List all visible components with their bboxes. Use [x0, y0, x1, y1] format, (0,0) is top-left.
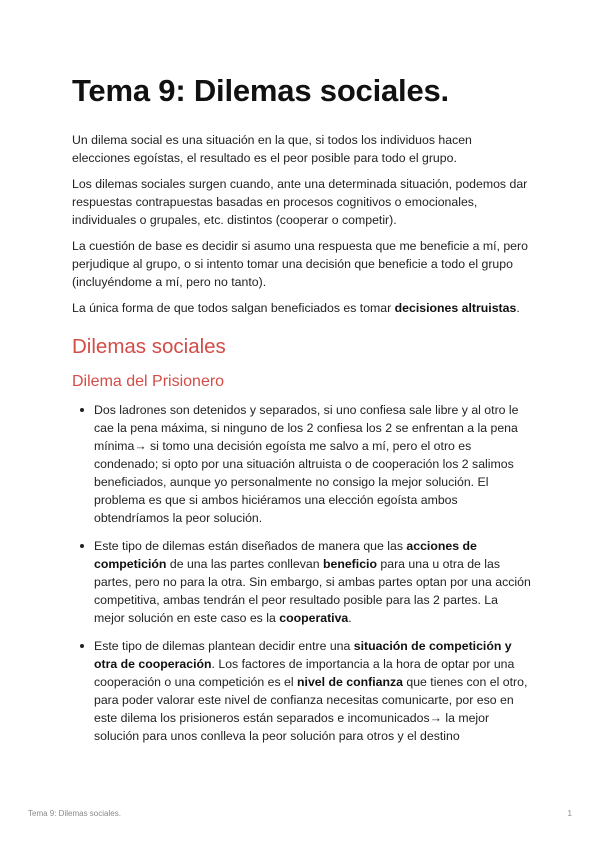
intro-paragraph-3: La cuestión de base es decidir si asumo una respuesta que me beneficie a mí, pero perjudique al grupo, o si intento tomar una decisión que beneficie a todo el grupo (incluyéndome a mí, pero no tanto). [72, 239, 528, 290]
bullet-1-text: Dos ladrones son detenidos y separados, si uno confiesa sale libre y al otro le cae la pena máxima, si ninguno de los 2 confiesa los 2 se enfrentan a la pena mínima→ si tomo una decisión egoísta me salvo a mí, pero el otro es condenado; si opto por una situación altruista o de cooperación los 2 salimos beneficiados, aunque yo personalmente no consigo la mejor solución. El problema es que si ambos hiciéramos una elección egoísta ambos obtendríamos la peor solución. [94, 402, 519, 525]
bullet-3-bold-1: situación de competición y otra de cooperación [94, 638, 512, 671]
bullet-3-text-2: . Los factores de importancia a la hora de optar por una cooperación o una competición es el [94, 656, 515, 689]
page-number: 1 [567, 809, 572, 818]
intro-paragraph-4-bold: decisiones altruistas [394, 301, 517, 316]
bullet-list [72, 401, 532, 745]
list-item [94, 401, 532, 527]
bullet-2-text-1: Este tipo de dilemas están diseñados de manera que las [94, 538, 407, 553]
list-item [94, 537, 532, 627]
bullet-2-bold-3: cooperativa [279, 610, 349, 625]
bullet-2-text-3: para una u otra de las partes, pero no para la otra. Sin embargo, si ambas partes optan por una acción competitiva, ambas tendrán el peor resultado posible para las 2 partes. La mejor solución en este caso es la [94, 556, 531, 625]
intro-paragraph-4 [72, 299, 532, 317]
bullet-3-bold-2: nivel de confianza [297, 674, 403, 689]
bullet-2-bold-1: acciones de competición [94, 538, 477, 571]
bullet-2-text-2: de una las partes conllevan [166, 556, 323, 571]
intro-paragraph-4-end: . [516, 301, 520, 316]
bullet-2-text-4: . [348, 610, 352, 625]
section-subheading: Dilema del Prisionero [72, 372, 225, 390]
intro-paragraph-4-text: La única forma de que todos salgan beneficiados es tomar [72, 301, 395, 316]
document-page [72, 72, 532, 755]
footer-title: Tema 9: Dilemas sociales. [28, 809, 121, 818]
bullet-3-text-3: que tienes con el otro, para poder valorar este nivel de confianza necesitas comunicarte, por eso en este dilema los prisioneros están separados e incomunicados→ la mejor solución para unos conlleva la peor solución para otros y el destino [94, 674, 528, 743]
bullet-3-text-1: Este tipo de dilemas plantean decidir entre una [94, 638, 354, 653]
intro-paragraph-1: Un dilema social es una situación en la que, si todos los individuos hacen elecciones egoístas, el resultado es el peor posible para todo el grupo. [72, 133, 472, 166]
list-item [94, 637, 532, 745]
intro-paragraph-2: Los dilemas sociales surgen cuando, ante una determinada situación, podemos dar respuestas contrapuestas basadas en procesos cognitivos o emocionales, individuales o grupales, etc. distintos (cooperar o competir). [72, 177, 528, 228]
section-heading: Dilemas sociales [72, 335, 226, 359]
bullet-2-bold-2: beneficio [322, 556, 377, 571]
page-title: Tema 9: Dilemas sociales. [72, 73, 449, 108]
page-footer [28, 809, 572, 818]
